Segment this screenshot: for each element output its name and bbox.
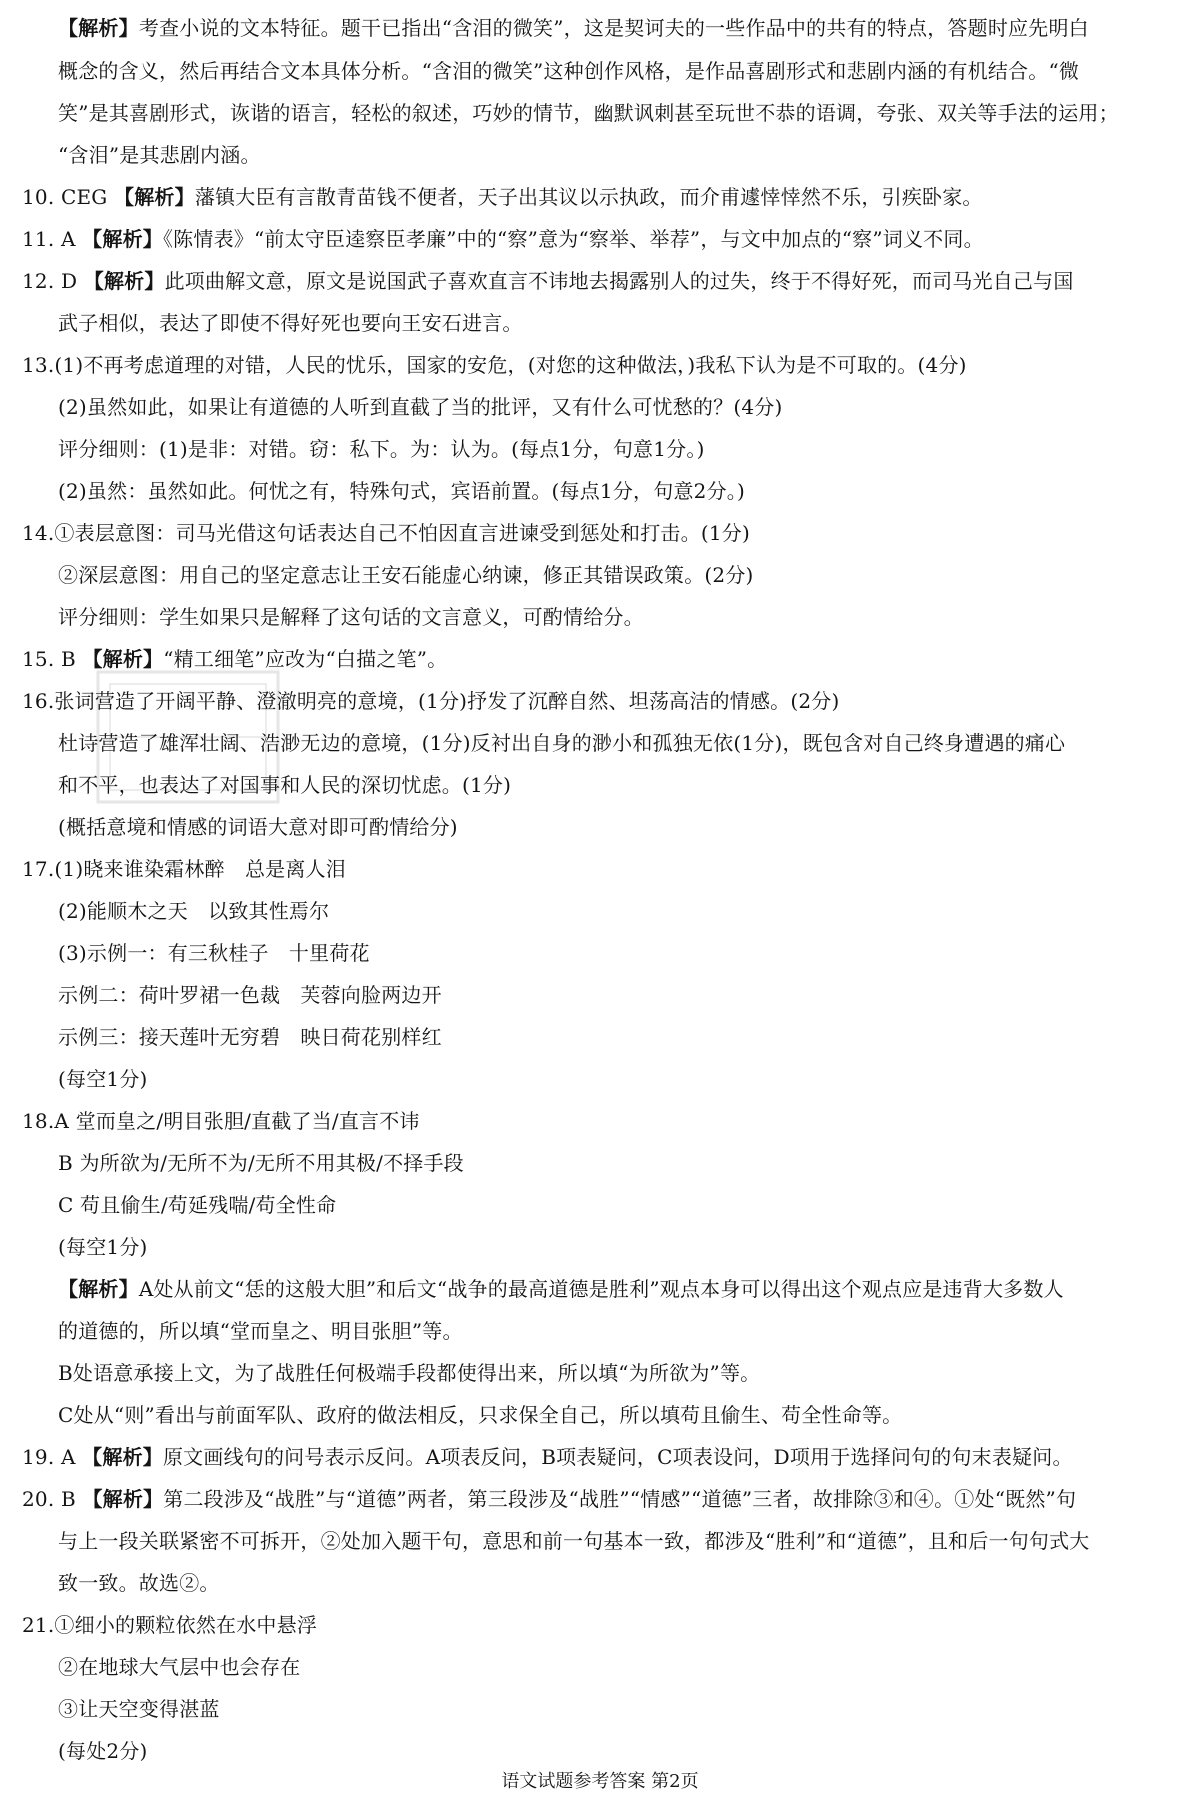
- line-text: ①细小的颗粒依然在水中悬浮: [54, 1613, 318, 1637]
- text-line: [58, 897, 329, 925]
- line-text: 与上一段关联紧密不可拆开，②处加入题干句，意思和前一句基本一致，都涉及“胜利”和“道德”，且和后一句句式大: [58, 1529, 1090, 1553]
- line-text: 杜诗营造了雄浑壮阔、浩渺无边的意境，(1分)反衬出自身的渺小和孤独无依(1分)，既包含对自己终身遭遇的痛心: [58, 731, 1066, 755]
- analysis-label: 【解析】: [114, 185, 195, 209]
- question-number: 19. A: [22, 1445, 76, 1469]
- text-line: [58, 981, 442, 1009]
- question-number: 20. B: [22, 1487, 76, 1511]
- question-number: 16.: [22, 689, 55, 713]
- line-text: (1)晓来谁染霜林醉 总是离人泪: [54, 857, 346, 881]
- question-21: [22, 1611, 317, 1639]
- question-12: [22, 267, 1074, 295]
- text-line: [58, 1401, 902, 1429]
- question-number: 17.: [22, 857, 55, 881]
- line-text: B处语意承接上文，为了战胜任何极端手段都使得出来，所以填“为所欲为”等。: [58, 1361, 761, 1385]
- line-text: 笑”是其喜剧形式，诙谐的语言，轻松的叙述，巧妙的情节，幽默讽刺甚至玩世不恭的语调，夸张、双关等手法的运用；: [58, 101, 1119, 125]
- text-line: [58, 1695, 220, 1723]
- line-text: ③让天空变得湛蓝: [58, 1697, 220, 1721]
- line-text: “含泪”是其悲剧内涵。: [58, 143, 261, 167]
- question-13: [22, 351, 967, 379]
- line-text: ②深层意图：用自己的坚定意志让王安石能虚心纳谏，修正其错误政策。(2分): [58, 563, 754, 587]
- question-number: 15. B: [22, 647, 76, 671]
- text-line: [58, 1653, 300, 1681]
- line-text: 第二段涉及“战胜”与“道德”两者，第三段涉及“战胜”“情感”“道德”三者，故排除③和④。①处“既然”句: [163, 1487, 1077, 1511]
- question-20: [22, 1485, 1076, 1513]
- text-line: [58, 99, 1119, 127]
- analysis-label: 【解析】: [82, 1445, 163, 1469]
- line-text: 武子相似，表达了即使不得好死也要向王安石进言。: [58, 311, 523, 335]
- text-line: [58, 939, 370, 967]
- analysis-label: 【解析】: [58, 1277, 139, 1301]
- line-text: 原文画线句的问号表示反问。A项表反问，B项表疑问，C项表设问，D项用于选择问句的句末表疑问。: [162, 1445, 1073, 1469]
- text-line: [58, 1065, 148, 1093]
- question-19: [22, 1443, 1073, 1471]
- question-number: 21.: [22, 1613, 55, 1637]
- text-line: [58, 309, 523, 337]
- line-text: “精工细笔”应改为“白描之笔”。: [163, 647, 448, 671]
- line-text: 评分细则：学生如果只是解释了这句话的文言意义，可酌情给分。: [58, 605, 644, 629]
- line-text: (每空1分): [58, 1235, 148, 1259]
- analysis-label: 【解析】: [82, 647, 164, 671]
- text-line: [58, 1275, 1064, 1303]
- text-line: [58, 1191, 336, 1219]
- analysis-label: 【解析】: [82, 227, 163, 251]
- text-line: [58, 141, 261, 169]
- line-text: (每处2分): [58, 1739, 148, 1763]
- line-text: 和不平，也表达了对国事和人民的深切忧虑。(1分): [58, 773, 512, 797]
- question-15: [22, 645, 447, 673]
- line-text: 此项曲解文意，原文是说国武子喜欢直言不讳地去揭露别人的过失，终于不得好死，而司马光自己与国: [164, 269, 1074, 293]
- line-text: ②在地球大气层中也会存在: [58, 1655, 301, 1679]
- question-number: 14.: [22, 521, 55, 545]
- line-text: (2)能顺木之天 以致其性焉尔: [58, 899, 330, 923]
- question-17: [22, 855, 346, 883]
- text-line: [58, 1317, 463, 1345]
- text-line: [58, 393, 782, 421]
- line-text: 评分细则：(1)是非：对错。窃：私下。为：认为。(每点1分，句意1分。): [58, 437, 705, 461]
- scoring-rule: [58, 435, 705, 463]
- question-number: 18.: [22, 1109, 55, 1133]
- line-text: (2)虽然如此，如果让有道德的人听到直截了当的批评，又有什么可忧愁的？(4分): [58, 395, 783, 419]
- line-text: A 堂而皇之/明目张胆/直截了当/直言不讳: [54, 1109, 420, 1133]
- line-text: ①表层意图：司马光借这句话表达自己不怕因直言进谏受到惩处和打击。(1分): [54, 521, 750, 545]
- line-text: C处从“则”看出与前面军队、政府的做法相反，只求保全自己，所以填苟且偷生、苟全性命等。: [58, 1403, 903, 1427]
- line-text: B 为所欲为/无所不为/无所不用其极/不择手段: [58, 1151, 464, 1175]
- text-line: [58, 813, 458, 841]
- text-line: [58, 771, 511, 799]
- text-line: [58, 1527, 1090, 1555]
- text-line: [58, 477, 745, 505]
- question-10: [22, 183, 983, 211]
- question-16: [22, 687, 839, 715]
- analysis-label: 【解析】: [58, 16, 139, 40]
- text-line: [58, 14, 1089, 42]
- line-text: (每空1分): [58, 1067, 148, 1091]
- line-text: 致一致。故选②。: [58, 1571, 220, 1595]
- question-11: [22, 225, 984, 253]
- text-line: [58, 1149, 464, 1177]
- line-text: 示例二：荷叶罗裙一色裁 芙蓉向脸两边开: [58, 983, 442, 1007]
- analysis-label: 【解析】: [82, 1487, 164, 1511]
- line-text: 示例三：接天莲叶无穷碧 映日荷花别样红: [58, 1025, 442, 1049]
- question-14: [22, 519, 750, 547]
- question-18: [22, 1107, 420, 1135]
- text-line: [58, 1233, 148, 1261]
- line-text: 概念的含义，然后再结合文本具体分析。“含泪的微笑”这种创作风格，是作品喜剧形式和悲剧内涵的有机结合。“微: [58, 59, 1080, 83]
- text-line: [58, 1023, 442, 1051]
- line-text: 张词营造了开阔平静、澄澈明亮的意境，(1分)抒发了沉醉自然、坦荡高洁的情感。(2分): [54, 689, 840, 713]
- question-number: 13.: [22, 353, 55, 377]
- page-footer: 语文试题参考答案 第2页: [501, 1771, 699, 1792]
- line-text: A处从前文“恁的这般大胆”和后文“战争的最高道德是胜利”观点本身可以得出这个观点应是违背大多数人: [138, 1277, 1064, 1301]
- line-text: (3)示例一：有三秋桂子 十里荷花: [58, 941, 370, 965]
- question-number: 10. CEG: [22, 185, 108, 209]
- question-number: 12. D: [22, 269, 78, 293]
- line-text: (2)虽然：虽然如此。何忧之有，特殊句式，宾语前置。(每点1分，句意2分。): [58, 479, 745, 503]
- line-text: (概括意境和情感的词语大意对即可酌情给分): [58, 815, 458, 839]
- line-text: (1)不再考虑道理的对错，人民的忧乐，国家的安危，(对您的这种做法，)我私下认为是不可取的。(4分): [54, 353, 967, 377]
- scoring-rule: [58, 603, 644, 631]
- text-line: [58, 561, 754, 589]
- line-text: C 苟且偷生/苟延残喘/苟全性命: [58, 1193, 337, 1217]
- analysis-label: 【解析】: [83, 269, 165, 293]
- text-line: [58, 1737, 148, 1765]
- text-line: [58, 1569, 220, 1597]
- text-line: [58, 729, 1065, 757]
- line-text: 考查小说的文本特征。题干已指出“含泪的微笑”，这是契诃夫的一些作品中的共有的特点，答题时应先明白: [138, 16, 1089, 40]
- line-text: 藩镇大臣有言散青苗钱不便者，天子出其议以示执政，而介甫遽悻悻然不乐，引疾卧家。: [194, 185, 983, 209]
- text-line: [58, 1359, 760, 1387]
- text-line: [58, 57, 1079, 85]
- line-text: 《陈情表》“前太守臣逵察臣孝廉”中的“察”意为“察举、举荐”，与文中加点的“察”词义不同。: [162, 227, 984, 251]
- line-text: 的道德的，所以填“堂而皇之、明目张胆”等。: [58, 1319, 463, 1343]
- question-number: 11. A: [22, 227, 76, 251]
